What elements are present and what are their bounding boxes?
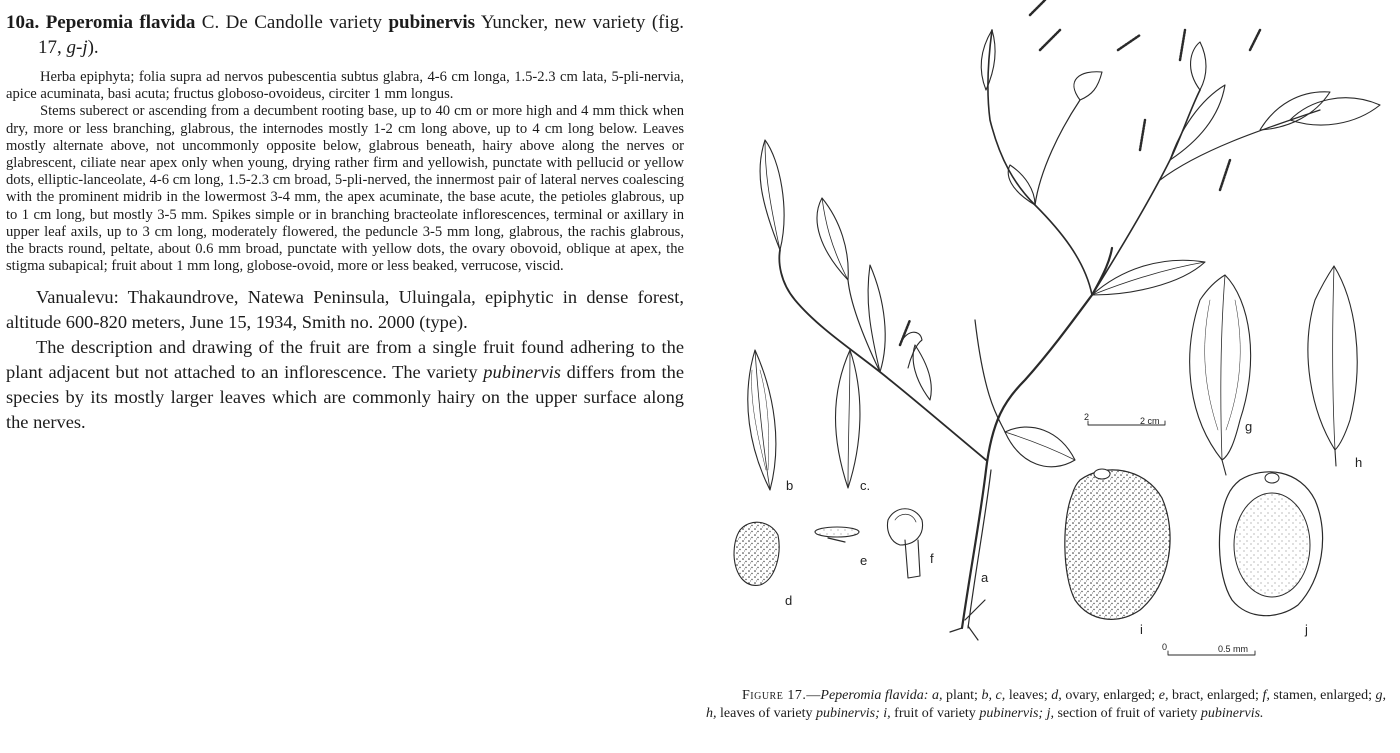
text-column bbox=[6, 10, 684, 437]
variety-author: Yuncker, new variety (fig. 17, bbox=[38, 12, 685, 58]
caption-j-text: section of fruit of variety bbox=[1053, 705, 1201, 721]
caption-a-text: plant; bbox=[942, 688, 982, 703]
caption-d-text: ovary, enlarged; bbox=[1061, 688, 1159, 703]
caption-j: j, bbox=[1043, 705, 1054, 721]
plant-illustration bbox=[700, 0, 1400, 680]
label-j: j bbox=[1305, 622, 1308, 637]
caption-a: a, bbox=[928, 688, 943, 703]
scale-cm-right: 2 cm bbox=[1140, 416, 1160, 426]
scale-mm-right: 0.5 mm bbox=[1218, 644, 1249, 654]
fig-reference: g-j bbox=[66, 37, 88, 58]
stamen-f bbox=[888, 509, 923, 578]
label-h: h bbox=[1355, 455, 1363, 470]
caption-taxon: Peperomia flavida: bbox=[820, 688, 929, 703]
scale-cm-left: 2 bbox=[1084, 412, 1090, 422]
caption-f: f, bbox=[1262, 688, 1270, 703]
caption-bc-text: leaves; bbox=[1005, 688, 1052, 703]
fruit-section-j bbox=[1219, 472, 1322, 616]
fruit-i bbox=[1065, 470, 1170, 619]
scale-mm-left: 0 bbox=[1162, 642, 1168, 652]
caption-f-text: stamen, enlarged; bbox=[1269, 688, 1376, 703]
variety-name: pubinervis bbox=[388, 12, 476, 33]
label-c: c. bbox=[860, 478, 871, 493]
species-heading bbox=[6, 10, 684, 60]
heading-close: ). bbox=[87, 37, 99, 58]
caption-var1: pubinervis; bbox=[816, 705, 880, 721]
leaf-c bbox=[836, 350, 860, 488]
caption-var2: pubinervis; bbox=[979, 705, 1044, 721]
species-number: 10a. bbox=[6, 12, 40, 33]
label-a: a bbox=[981, 570, 989, 585]
caption-gh-text: leaves of variety bbox=[716, 705, 817, 721]
leaf-b bbox=[748, 350, 776, 490]
ovary-d bbox=[734, 522, 779, 585]
figure-17 bbox=[700, 0, 1400, 680]
caption-d: d, bbox=[1051, 688, 1062, 703]
caption-i: i, bbox=[879, 705, 891, 721]
remarks bbox=[6, 335, 684, 435]
species-name: Peperomia flavida bbox=[45, 12, 196, 33]
remarks-text-end: differs from the species by its mostly larger leaves which are commonly hairy on the upper surface along the nerves. bbox=[6, 362, 684, 433]
label-e: e bbox=[860, 553, 868, 568]
caption-e-text: bract, enlarged; bbox=[1168, 688, 1263, 703]
label-d: d bbox=[785, 593, 793, 608]
caption-dash: — bbox=[806, 688, 821, 703]
remarks-variety: pubinervis bbox=[483, 362, 561, 383]
description: Stems suberect or ascending from a decumbent rooting base, up to 40 cm or more high and 4 mm thick when dry, more or less branching, glabrous, the internodes mostly 1-2 cm long above, up to 4 cm long below. Leaves mostly alternate above, not uncommonly opposite below, glabrous beneath, hairy above along the nerves or glabrescent, ciliate near apex only when young, drying rather firm and yellowish, punctate with pellucid or yellow dots, elliptic-lanceolate, 4-6 cm long, 1.5-2.3 cm broad, 5-pli-nerved, the innermost pair of lateral nerves coalescing with the prominent midrib in the lowermost 3-4 mm, the apex acuminate, the base acute, the petioles glabrous, up to 1 cm long, but mostly 3-5 mm. Spikes simple or in branching bracteolate inflorescences, terminal or axillary in upper leaf axils, up to 3 cm long, moderately flowered, the peduncle 3-5 mm long, glabrous, the rachis glabrous, the bracts round, peltate, about 0.6 mm broad, punctate with yellow dots, the ovary obovoid, oblique at apex, the stigma subapical; fruit about 1 mm long, globose-ovoid, more or less beaked, verrucose, viscid. bbox=[6, 103, 684, 275]
specimen-citation: Vanualevu: Thakaundrove, Natewa Peninsula, Uluingala, epiphytic in dense forest, altitude 600-820 meters, June 15, 1934, Smith no. 2000 (type). bbox=[6, 287, 684, 333]
species-author: C. De Candolle variety bbox=[195, 12, 389, 33]
caption-fig: Figure 17. bbox=[742, 688, 807, 703]
figure-caption bbox=[706, 687, 1386, 722]
leaf-g bbox=[1190, 275, 1251, 475]
caption-gh: g, h, bbox=[706, 688, 1387, 721]
leaf-h bbox=[1308, 266, 1357, 466]
caption-var3: pubinervis. bbox=[1200, 705, 1264, 721]
caption-i-text: fruit of variety bbox=[890, 705, 980, 721]
caption-e: e, bbox=[1158, 688, 1169, 703]
caption-bc: b, c, bbox=[981, 688, 1006, 703]
remarks-text: The description and drawing of the fruit are from a single fruit found adhering to the plant adjacent but not attached to an inflorescence. The variety bbox=[6, 337, 684, 383]
label-b: b bbox=[786, 478, 794, 493]
label-f: f bbox=[930, 551, 934, 566]
latin-diagnosis: Herba epiphyta; folia supra ad nervos pubescentia subtus glabra, 4-6 cm longa, 1.5-2.3 cm lata, 5-pli-nervia, apice acuminata, basi acuta; fructus globoso-ovoideus, circiter 1 mm longus. bbox=[6, 69, 684, 103]
label-i: i bbox=[1140, 622, 1143, 637]
bract-e bbox=[815, 527, 859, 542]
label-g: g bbox=[1245, 419, 1253, 434]
